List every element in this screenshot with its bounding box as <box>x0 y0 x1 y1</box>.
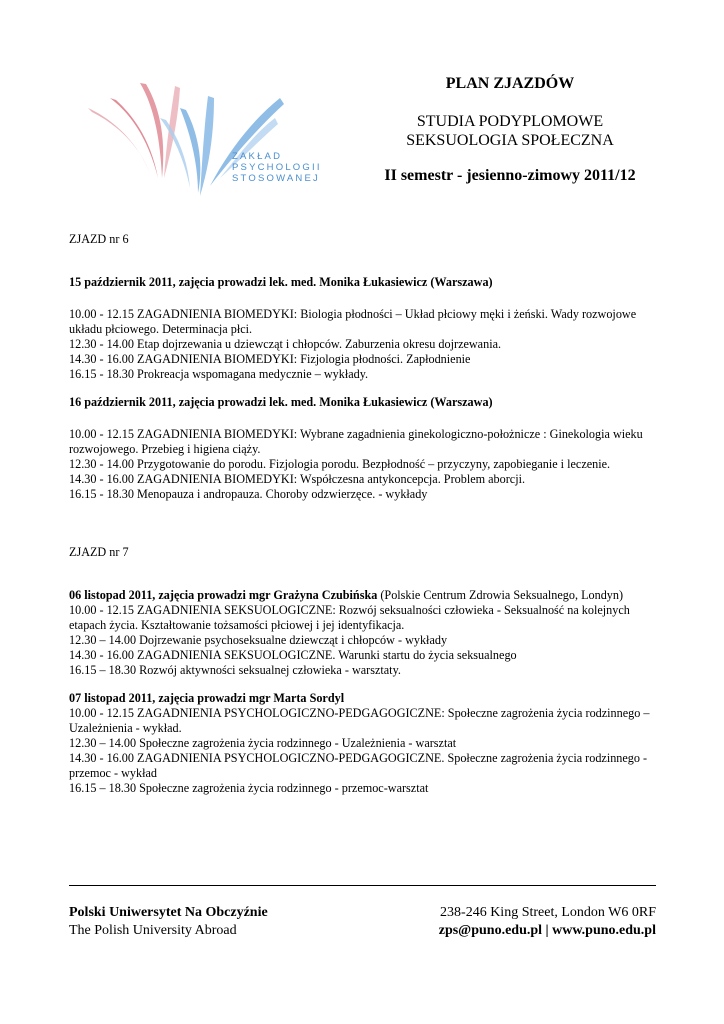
institute-logo <box>80 78 360 208</box>
logo-text-line: ZAKŁAD <box>232 151 283 162</box>
program-line: SEKSUOLOGIA SPOŁECZNA <box>406 132 614 149</box>
university-name-en: The Polish University Abroad <box>69 923 237 938</box>
schedule-line: 14.30 - 16.00 ZAGADNIENIA SEKSUOLOGICZNE. Warunki startu do życia seksualnego <box>69 648 517 662</box>
day-heading-location: (Polskie Centrum Zdrowia Seksualnego, Londyn) <box>377 588 624 602</box>
day-heading <box>69 588 659 603</box>
schedule-line: 14.30 - 16.00 ZAGADNIENIA BIOMEDYKI: Współczesna antykoncepcja. Problem aborcji. <box>69 472 526 486</box>
schedule-line: 12.30 – 14.00 Społeczne zagrożenia życia rodzinnego - Uzależnienia - warsztat <box>69 736 457 750</box>
schedule-line: 10.00 - 12.15 ZAGADNIENIA PSYCHOLOGICZNO-PEDGAGOGICZNE: Społeczne zagrożenia życia rodzinnego – Uzależnienia - wykład. <box>69 706 650 735</box>
schedule-line: 10.00 - 12.15 ZAGADNIENIA SEKSUOLOGICZNE: Rozwój seksualności człowieka - Seksualność na kolejnych etapach życia. Kształtowanie tożsamości płciowej i jej identyfikacja. <box>69 603 630 632</box>
document-header <box>360 74 660 186</box>
footer-left <box>69 904 268 940</box>
day-heading: 15 październik 2011, zajęcia prowadzi lek. med. Monika Łukasiewicz (Warszawa) <box>69 275 493 289</box>
schedule-line: 12.30 – 14.00 Dojrzewanie psychoseksualne dziewcząt i chłopców - wykłady <box>69 633 448 647</box>
logo-text <box>232 151 322 184</box>
schedule-content <box>69 232 659 796</box>
schedule-line: 14.30 - 16.00 ZAGADNIENIA BIOMEDYKI: Fizjologia płodności. Zapłodnienie <box>69 352 471 366</box>
schedule-line: 12.30 - 14.00 Przygotowanie do porodu. Fizjologia porodu. Bezpłodność – przyczyny, zapobieganie i leczenie. <box>69 457 611 471</box>
program-name <box>360 112 660 150</box>
university-name-pl: Polski Uniwersytet Na Obczyźnie <box>69 905 268 920</box>
schedule-line: 10.00 - 12.15 ZAGADNIENIA BIOMEDYKI: Wybrane zagadnienia ginekologiczno-położnicze : Ginekologia wieku rozwojowego. Przebieg i higiena ciąży. <box>69 427 643 456</box>
program-line: STUDIA PODYPLOMOWE <box>416 113 604 130</box>
schedule-line: 14.30 - 16.00 ZAGADNIENIA PSYCHOLOGICZNO-PEDGAGOGICZNE. Społeczne zagrożenia życia rodzinnego - przemoc - wykład <box>69 751 648 780</box>
day-heading: 07 listopad 2011, zajęcia prowadzi mgr Marta Sordyl <box>69 691 345 705</box>
semester-title: II semestr - jesienno-zimowy 2011/12 <box>384 167 636 184</box>
session-label: ZJAZD nr 6 <box>69 232 129 246</box>
footer-divider <box>69 885 656 886</box>
page-title: PLAN ZJAZDÓW <box>445 75 575 92</box>
session-label: ZJAZD nr 7 <box>69 545 129 559</box>
footer-address: 238-246 King Street, London W6 0RF <box>440 905 656 920</box>
footer-contact: zps@puno.edu.pl | www.puno.edu.pl <box>438 923 656 938</box>
schedule-line: 16.15 – 18.30 Społeczne zagrożenia życia rodzinnego - przemoc-warsztat <box>69 781 429 795</box>
schedule-line: 12.30 - 14.00 Etap dojrzewania u dziewcząt i chłopców. Zaburzenia okresu dojrzewania. <box>69 337 502 351</box>
schedule-line: 16.15 - 18.30 Menopauza i andropauza. Choroby odzwierzęce. - wykłady <box>69 487 428 501</box>
logo-text-line: STOSOWANEJ <box>232 173 320 184</box>
footer-right <box>439 904 656 940</box>
schedule-line: 16.15 – 18.30 Rozwój aktywności seksualnej człowieka - warsztaty. <box>69 663 401 677</box>
logo-text-line: PSYCHOLOGII <box>232 162 322 173</box>
logo-brush-strokes-icon <box>80 78 360 208</box>
schedule-line: 16.15 - 18.30 Prokreacja wspomagana medycznie – wykłady. <box>69 367 369 381</box>
day-heading: 16 październik 2011, zajęcia prowadzi lek. med. Monika Łukasiewicz (Warszawa) <box>69 395 493 409</box>
schedule-line: 10.00 - 12.15 ZAGADNIENIA BIOMEDYKI: Biologia płodności – Układ płciowy męki i żeński. Wady rozwojowe układu płciowego. Determinacja płci. <box>69 307 637 336</box>
day-heading-bold: 06 listopad 2011, zajęcia prowadzi mgr Grażyna Czubińska <box>69 588 378 602</box>
